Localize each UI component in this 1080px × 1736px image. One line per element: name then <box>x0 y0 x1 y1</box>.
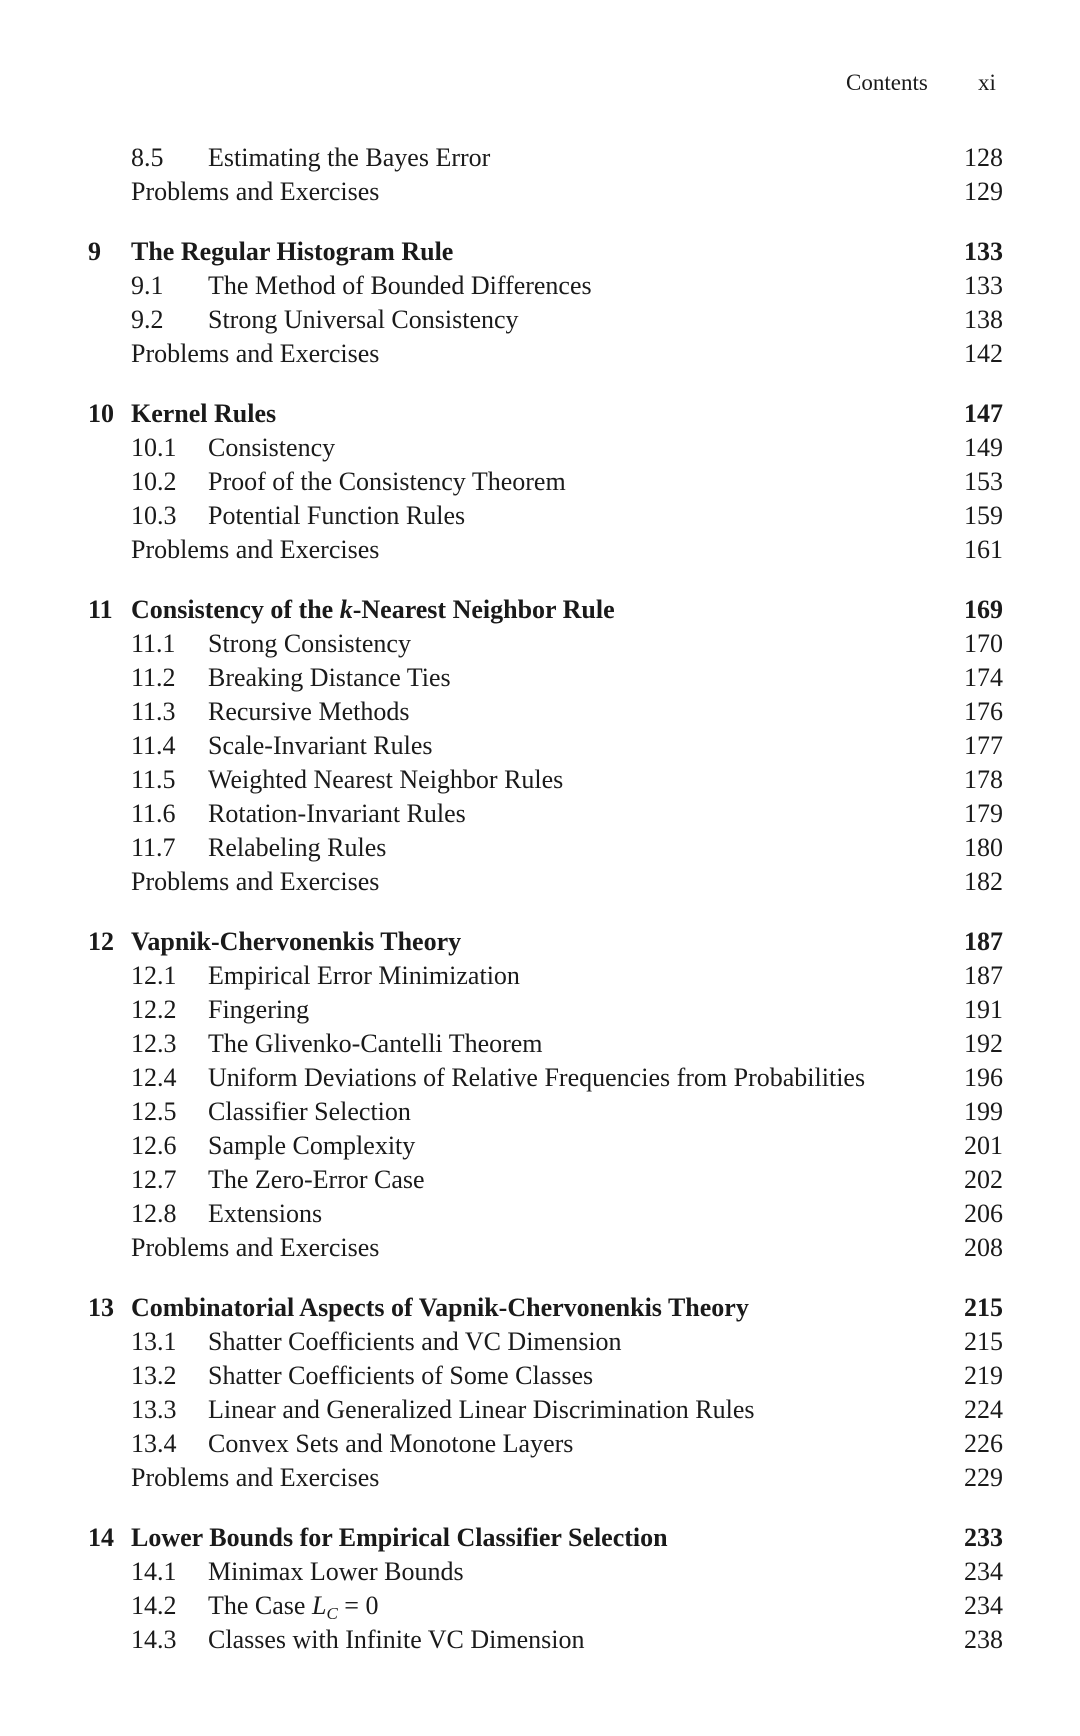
chapter-number: 10 <box>88 399 114 428</box>
page-number: 149 <box>964 433 1003 462</box>
page-number: 187 <box>964 961 1003 990</box>
toc-section-9.1[interactable] <box>0 269 1080 303</box>
section-title: Scale-Invariant Rules <box>208 731 433 760</box>
toc-problems-and-exercises[interactable] <box>0 337 1080 371</box>
page-number: 174 <box>964 663 1003 692</box>
section-title: Linear and Generalized Linear Discrimination Rules <box>208 1395 755 1424</box>
toc-section-11.3[interactable] <box>0 695 1080 729</box>
section-title: Strong Universal Consistency <box>208 305 519 334</box>
toc-section-11.6[interactable] <box>0 797 1080 831</box>
section-title: Empirical Error Minimization <box>208 961 520 990</box>
page-number: 179 <box>964 799 1003 828</box>
section-number: 12.6 <box>131 1131 177 1160</box>
chapter-number: 12 <box>88 927 114 956</box>
page-number: 128 <box>964 143 1003 172</box>
section-title: Strong Consistency <box>208 629 411 658</box>
page-number: 199 <box>964 1097 1003 1126</box>
toc-section-12.3[interactable] <box>0 1027 1080 1061</box>
page-number: 133 <box>964 271 1003 300</box>
page-number: 177 <box>964 731 1003 760</box>
page-number: 138 <box>964 305 1003 334</box>
section-number: 13.4 <box>131 1429 177 1458</box>
section-number: 13.2 <box>131 1361 177 1390</box>
toc-section-12.8[interactable] <box>0 1197 1080 1231</box>
section-number: 13.1 <box>131 1327 177 1356</box>
toc-section-14.1[interactable] <box>0 1555 1080 1589</box>
page-number: 176 <box>964 697 1003 726</box>
page-number: 153 <box>964 467 1003 496</box>
section-title: Extensions <box>208 1199 323 1228</box>
chapter-title: Vapnik-Chervonenkis Theory <box>131 927 462 956</box>
page-number: 219 <box>964 1361 1003 1390</box>
toc-chapter-10[interactable] <box>0 397 1080 431</box>
section-number: 12.7 <box>131 1165 177 1194</box>
section-number: 12.8 <box>131 1199 177 1228</box>
section-number: 14.2 <box>131 1591 177 1620</box>
problems-title: Problems and Exercises <box>131 535 380 564</box>
section-number: 10.3 <box>131 501 177 530</box>
chapter-title: Kernel Rules <box>131 399 277 428</box>
section-title: Consistency <box>208 433 336 462</box>
toc-section-11.4[interactable] <box>0 729 1080 763</box>
toc-section-14.2[interactable] <box>0 1589 1080 1623</box>
section-title: The Zero-Error Case <box>208 1165 425 1194</box>
toc-chapter-14[interactable] <box>0 1521 1080 1555</box>
toc-section-12.6[interactable] <box>0 1129 1080 1163</box>
toc-section-12.1[interactable] <box>0 959 1080 993</box>
chapter-number: 14 <box>88 1523 114 1552</box>
section-number: 14.1 <box>131 1557 177 1586</box>
toc-problems-and-exercises[interactable] <box>0 1461 1080 1495</box>
toc-section-11.1[interactable] <box>0 627 1080 661</box>
toc-section-11.5[interactable] <box>0 763 1080 797</box>
section-number: 12.4 <box>131 1063 177 1092</box>
section-title: Recursive Methods <box>208 697 410 726</box>
toc-section-8.5[interactable] <box>0 141 1080 175</box>
section-number: 11.5 <box>131 765 176 794</box>
page-number: 142 <box>964 339 1003 368</box>
page-number: 129 <box>964 177 1003 206</box>
page-number: 201 <box>964 1131 1003 1160</box>
page-number: 215 <box>964 1327 1003 1356</box>
running-head <box>0 70 1080 104</box>
math-variable: L <box>311 1591 327 1620</box>
page-number: 224 <box>964 1395 1003 1424</box>
chapter-number: 9 <box>88 237 101 266</box>
toc-section-13.1[interactable] <box>0 1325 1080 1359</box>
section-number: 11.2 <box>131 663 176 692</box>
toc-chapter-12[interactable] <box>0 925 1080 959</box>
section-number: 13.3 <box>131 1395 177 1424</box>
section-title: Uniform Deviations of Relative Frequencies from Probabilities <box>208 1063 866 1092</box>
section-title: The Case $L_C = 0$ <box>208 1591 379 1623</box>
math-subscript: C <box>326 1604 338 1623</box>
math-variable: k <box>339 595 353 624</box>
problems-title: Problems and Exercises <box>131 867 380 896</box>
section-number: 10.2 <box>131 467 177 496</box>
section-title: Shatter Coefficients and VC Dimension <box>208 1327 622 1356</box>
toc-section-10.2[interactable] <box>0 465 1080 499</box>
section-title: Rotation-Invariant Rules <box>208 799 466 828</box>
section-title: Breaking Distance Ties <box>208 663 451 692</box>
page-folio: xi <box>978 70 996 95</box>
chapter-number: 13 <box>88 1293 114 1322</box>
toc-problems-and-exercises[interactable] <box>0 1231 1080 1265</box>
section-title: The Method of Bounded Differences <box>208 271 592 300</box>
section-number: 11.3 <box>131 697 176 726</box>
section-title: Fingering <box>208 995 310 1024</box>
section-number: 14.3 <box>131 1625 177 1654</box>
page-number: 182 <box>964 867 1003 896</box>
toc-section-12.7[interactable] <box>0 1163 1080 1197</box>
toc-chapter-13[interactable] <box>0 1291 1080 1325</box>
toc-section-10.3[interactable] <box>0 499 1080 533</box>
page-number: 161 <box>964 535 1003 564</box>
page-number: 133 <box>964 237 1003 266</box>
page-number: 234 <box>964 1591 1003 1620</box>
section-title: Classifier Selection <box>208 1097 411 1126</box>
page-number: 170 <box>964 629 1003 658</box>
toc-section-13.4[interactable] <box>0 1427 1080 1461</box>
toc-section-12.5[interactable] <box>0 1095 1080 1129</box>
page-number: 159 <box>964 501 1003 530</box>
problems-title: Problems and Exercises <box>131 1463 380 1492</box>
section-number: 8.5 <box>131 143 164 172</box>
section-number: 12.2 <box>131 995 177 1024</box>
running-head-title: Contents <box>846 70 928 95</box>
page-number: 206 <box>964 1199 1003 1228</box>
page-number: 180 <box>964 833 1003 862</box>
page-number: 233 <box>964 1523 1003 1552</box>
section-number: 11.4 <box>131 731 176 760</box>
section-title: Minimax Lower Bounds <box>208 1557 464 1586</box>
toc-section-12.2[interactable] <box>0 993 1080 1027</box>
page-number: 226 <box>964 1429 1003 1458</box>
section-title: The Glivenko-Cantelli Theorem <box>208 1029 543 1058</box>
page-number: 208 <box>964 1233 1003 1262</box>
toc-chapter-9[interactable] <box>0 235 1080 269</box>
toc-problems-and-exercises[interactable] <box>0 533 1080 567</box>
chapter-title: Combinatorial Aspects of Vapnik-Chervonenkis Theory <box>131 1293 749 1322</box>
section-title: Proof of the Consistency Theorem <box>208 467 566 496</box>
section-number: 12.1 <box>131 961 177 990</box>
section-number: 11.1 <box>131 629 176 658</box>
toc-section-9.2[interactable] <box>0 303 1080 337</box>
section-title: Sample Complexity <box>208 1131 416 1160</box>
page-number: 187 <box>964 927 1003 956</box>
problems-title: Problems and Exercises <box>131 1233 380 1262</box>
section-number: 11.7 <box>131 833 176 862</box>
page-number: 196 <box>964 1063 1003 1092</box>
toc-section-11.7[interactable] <box>0 831 1080 865</box>
toc-section-13.3[interactable] <box>0 1393 1080 1427</box>
section-title: Classes with Infinite VC Dimension <box>208 1625 585 1654</box>
section-number: 12.5 <box>131 1097 177 1126</box>
page-number: 169 <box>964 595 1003 624</box>
section-number: 9.2 <box>131 305 164 334</box>
section-title: Relabeling Rules <box>208 833 387 862</box>
section-number: 12.3 <box>131 1029 177 1058</box>
toc-section-14.3[interactable] <box>0 1623 1080 1657</box>
page-number: 147 <box>964 399 1003 428</box>
chapter-title: The Regular Histogram Rule <box>131 237 454 266</box>
section-title: Weighted Nearest Neighbor Rules <box>208 765 564 794</box>
section-title: Convex Sets and Monotone Layers <box>208 1429 574 1458</box>
page-number: 215 <box>964 1293 1003 1322</box>
chapter-title: Consistency of the k-Nearest Neighbor Rule <box>131 595 615 624</box>
page-number: 202 <box>964 1165 1003 1194</box>
page-number: 238 <box>964 1625 1003 1654</box>
toc-problems-and-exercises[interactable] <box>0 865 1080 899</box>
toc-problems-and-exercises[interactable] <box>0 175 1080 209</box>
chapter-number: 11 <box>88 595 113 624</box>
toc-section-12.4[interactable] <box>0 1061 1080 1095</box>
problems-title: Problems and Exercises <box>131 177 380 206</box>
page-number: 192 <box>964 1029 1003 1058</box>
toc-section-11.2[interactable] <box>0 661 1080 695</box>
section-title: Estimating the Bayes Error <box>208 143 491 172</box>
page-number: 191 <box>964 995 1003 1024</box>
section-number: 9.1 <box>131 271 164 300</box>
toc-section-10.1[interactable] <box>0 431 1080 465</box>
problems-title: Problems and Exercises <box>131 339 380 368</box>
page-number: 178 <box>964 765 1003 794</box>
section-title: Potential Function Rules <box>208 501 466 530</box>
page-number: 234 <box>964 1557 1003 1586</box>
toc-chapter-11[interactable] <box>0 593 1080 627</box>
page-number: 229 <box>964 1463 1003 1492</box>
chapter-title: Lower Bounds for Empirical Classifier Selection <box>131 1523 668 1552</box>
section-number: 10.1 <box>131 433 177 462</box>
section-title: Shatter Coefficients of Some Classes <box>208 1361 594 1390</box>
section-number: 11.6 <box>131 799 176 828</box>
toc-section-13.2[interactable] <box>0 1359 1080 1393</box>
